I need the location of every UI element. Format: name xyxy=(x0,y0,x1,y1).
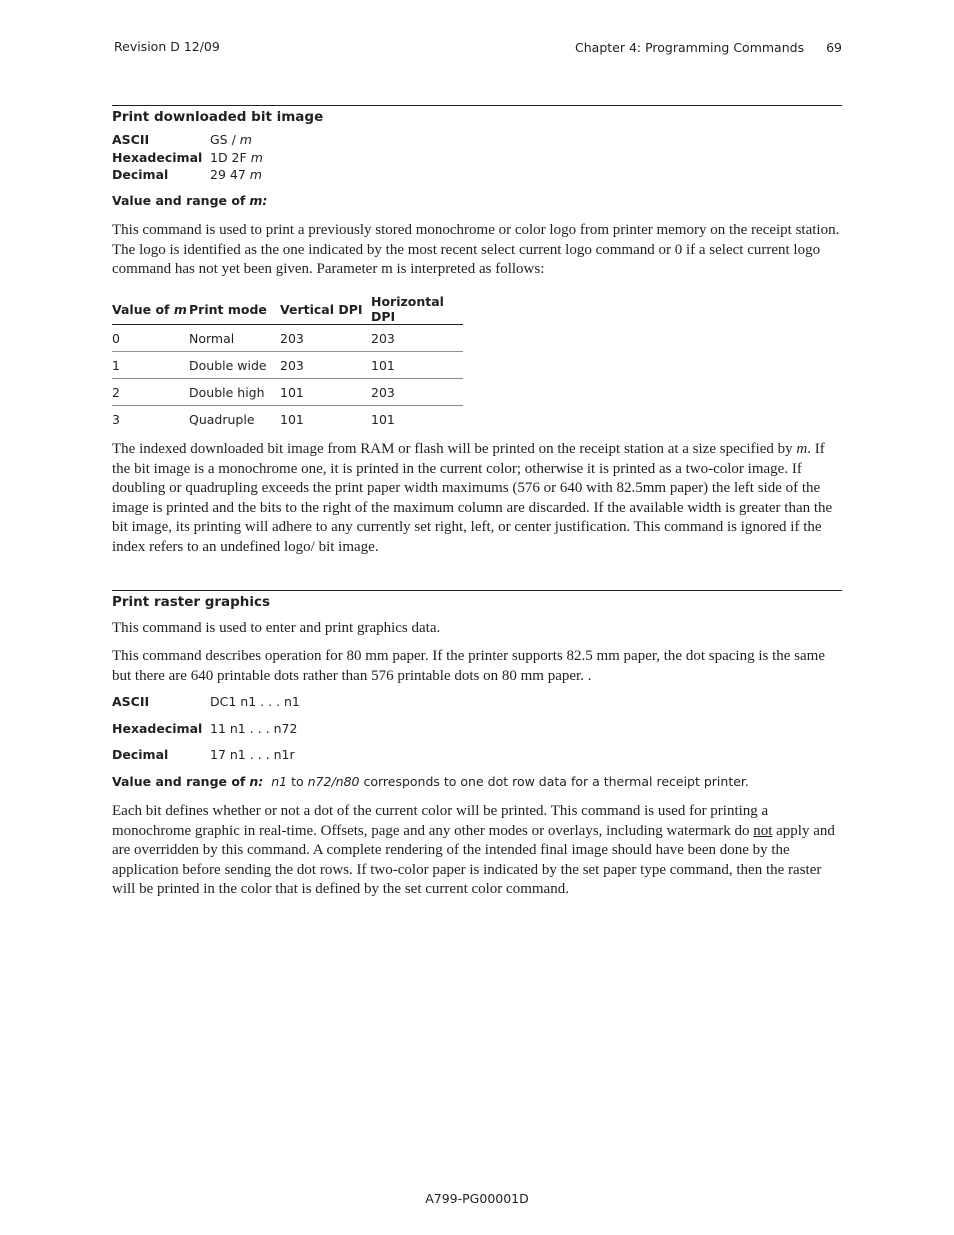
range-label-text: Value and range of xyxy=(112,774,246,789)
table-row xyxy=(112,379,463,406)
cell-horizontal-dpi: 101 xyxy=(371,411,395,427)
range-var: n: xyxy=(249,774,264,789)
command-codes xyxy=(112,131,263,184)
section-title-print-raster-graphics: Print raster graphics xyxy=(112,594,271,610)
col-header-horizontal-dpi: Horizontal DPI xyxy=(371,294,463,325)
cell-horizontal-dpi: 203 xyxy=(371,379,463,406)
table-header-row xyxy=(112,294,463,325)
code-value: 17 n1 . . . n1r xyxy=(210,747,295,762)
body-underlined-text: not xyxy=(753,822,773,839)
code-label: Hexadecimal xyxy=(112,149,203,165)
print-mode-table xyxy=(112,294,463,432)
section-divider xyxy=(112,105,842,106)
cell-value: 0 xyxy=(112,325,189,352)
section-title-print-downloaded-bit-image: Print downloaded bit image xyxy=(112,109,324,125)
code-var: m xyxy=(249,167,262,182)
range-var: n1 xyxy=(271,774,288,789)
cell-print-mode: Double wide xyxy=(189,352,280,379)
body-var: m xyxy=(796,441,808,457)
cell-print-mode: Normal xyxy=(189,325,280,352)
section2-intro2: This command describes operation for 80 mm paper. If the printer supports 82.5 mm paper, the dot spacing is the same but there are 640 printable dots rather than 576 printable dots on 80 mm paper. . xyxy=(112,648,825,684)
range-var: m: xyxy=(249,193,268,208)
header-var: m xyxy=(173,301,187,317)
body-text: . If the bit image is a monochrome one, it is printed in the current color; otherwise it is printed as a two-color image. If doubling or quadrupling exceeds the print paper width maximums (576 or 640 with 82.5mm paper) the left side of the image is printed and the bits to the right of the maximum column are discarded. If the available width is greater than the bit image, its printing will adhere to any currently set right, left, or center justification. This command is ignored if the index refers to an undefined logo/ bit image. xyxy=(112,441,833,555)
body-text: Each bit defines whether or not a dot of the current color will be printed. This command is used for printing a monochrome graphic in real-time. Offsets, page and any other modes or overlays, including watermark do xyxy=(112,803,769,839)
code-row-ascii xyxy=(112,131,263,149)
section1-intro: This command is used to print a previously stored monochrome or color logo from printer memory on the receipt station. The logo is identified as the one indicated by the most recent select current logo command or 0 if a select current logo command has not yet been given. Parameter m is interpreted as follows: xyxy=(112,222,840,277)
code-value: 11 n1 . . . n72 xyxy=(210,720,298,736)
section1-body xyxy=(112,440,842,557)
cell-vertical-dpi: 203 xyxy=(280,325,371,352)
code-value: 29 47 xyxy=(210,167,246,182)
code-label: ASCII xyxy=(112,694,150,709)
code-var: m xyxy=(250,149,263,165)
body-text: apply and are overridden by this command. A complete rendering of the intended final image should have been done by the application before sending the dot rows. If two-color paper is indicated by the set paper type command, then the raster will be printed in the color that is defined by the set current color command. xyxy=(112,822,835,897)
header-text: Value of xyxy=(112,301,170,317)
range-text: corresponds to one dot row data for a thermal receipt printer. xyxy=(359,774,749,789)
col-header-vertical-dpi: Vertical DPI xyxy=(280,294,371,325)
code-row-decimal xyxy=(112,166,263,184)
section-divider xyxy=(112,590,842,591)
header-chapter-page xyxy=(575,40,842,55)
table-row xyxy=(112,406,463,433)
cell-value: 1 xyxy=(112,352,189,379)
code-value: DC1 n1 . . . n1 xyxy=(210,694,300,709)
table-row xyxy=(112,325,463,352)
section2-intro1: This command is used to enter and print graphics data. xyxy=(112,620,441,636)
cell-vertical-dpi: 101 xyxy=(280,379,371,406)
command-codes xyxy=(112,689,300,769)
range-var: n72/n80 xyxy=(307,774,360,789)
code-row-ascii xyxy=(112,689,300,716)
code-label: Hexadecimal xyxy=(112,720,203,736)
header-chapter: Chapter 4: Programming Commands xyxy=(575,40,805,55)
cell-horizontal-dpi: 203 xyxy=(371,325,463,352)
cell-vertical-dpi: 101 xyxy=(280,411,304,427)
code-value: 1D 2F xyxy=(210,149,247,165)
page-number: 69 xyxy=(826,40,842,55)
code-row-hexadecimal xyxy=(112,149,263,167)
code-row-hexadecimal xyxy=(112,716,300,743)
range-label-text: Value and range of xyxy=(112,193,246,208)
code-label: Decimal xyxy=(112,167,169,182)
code-label: ASCII xyxy=(112,132,150,147)
value-range-label xyxy=(112,193,267,208)
cell-value: 3 xyxy=(112,411,120,427)
range-text: to xyxy=(287,774,308,789)
code-row-decimal xyxy=(112,742,300,769)
col-header-print-mode: Print mode xyxy=(189,294,280,325)
section2-body xyxy=(112,802,842,900)
cell-horizontal-dpi: 101 xyxy=(371,352,463,379)
table-row xyxy=(112,352,463,379)
value-range-label xyxy=(112,774,749,789)
code-var: m xyxy=(239,132,252,147)
code-value: GS / xyxy=(210,132,236,147)
col-header-value xyxy=(112,294,189,325)
cell-value: 2 xyxy=(112,379,189,406)
cell-print-mode: Double high xyxy=(189,379,280,406)
footer-doc-number: A799-PG00001D xyxy=(425,1191,529,1206)
code-label: Decimal xyxy=(112,747,169,762)
cell-print-mode: Quadruple xyxy=(189,411,255,427)
cell-vertical-dpi: 203 xyxy=(280,352,371,379)
header-revision: Revision D 12/09 xyxy=(114,39,220,54)
body-text: The indexed downloaded bit image from RAM or flash will be printed on the receipt station at a size specified by xyxy=(112,441,797,457)
